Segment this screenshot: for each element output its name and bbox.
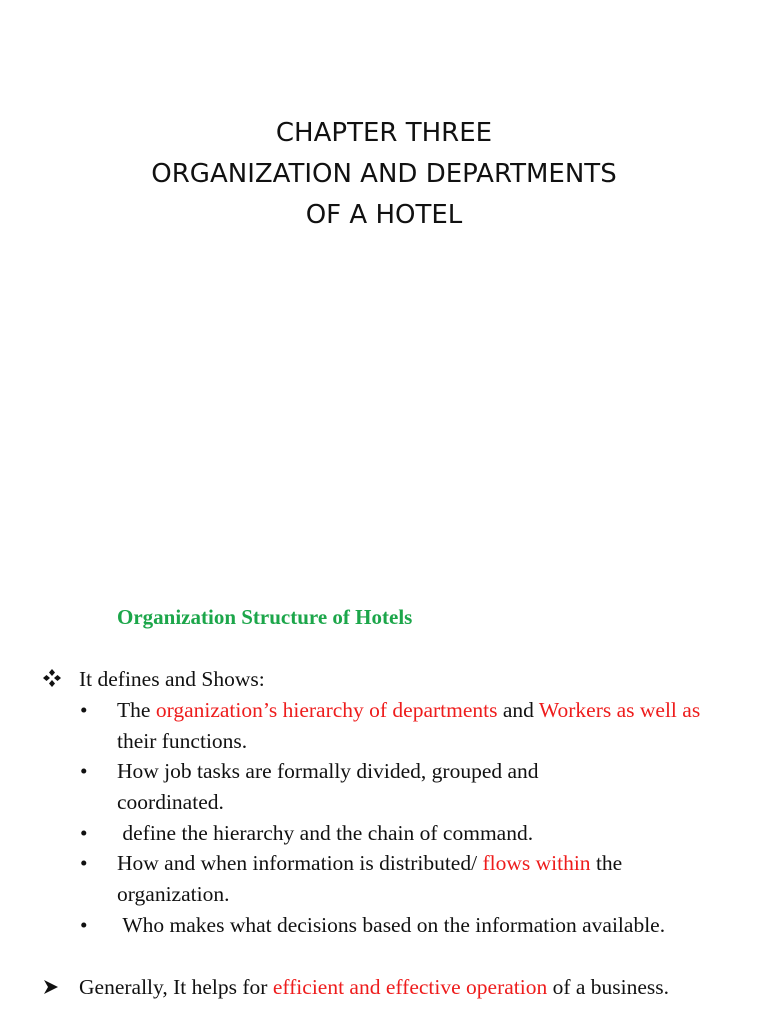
text-segment: How and when information is distributed/: [117, 851, 483, 875]
chapter-title-line-3: OF A HOTEL: [305, 200, 463, 230]
bullet-marker: •: [80, 821, 88, 845]
bullet-text: Who makes what decisions based on the information available.: [117, 913, 666, 937]
highlight-text: organization’s hierarchy of departments: [155, 698, 498, 722]
bullet-text: [117, 695, 722, 757]
text-segment: the organization.: [117, 851, 623, 906]
bullet-text: define the hierarchy and the chain of command.: [117, 821, 534, 845]
chapter-title-line-2: ORGANIZATION AND DEPARTMENTS: [151, 159, 617, 189]
text-segment: and: [497, 698, 539, 722]
arrow-bullet-icon: [42, 972, 72, 1003]
bullet-marker: •: [80, 851, 88, 875]
text-segment: The: [117, 698, 156, 722]
bullet-text: How job tasks are formally divided, grouped and coordinated.: [117, 759, 539, 814]
highlight-text: Workers as well as: [538, 698, 701, 722]
bullet-marker: •: [80, 698, 88, 722]
chapter-title-line-1: CHAPTER THREE: [275, 118, 493, 148]
bullet-text: [117, 848, 722, 910]
bullet-marker: •: [80, 913, 88, 937]
highlight-text: flows within: [482, 851, 591, 875]
highlight-text: efficient and effective operation: [272, 975, 548, 999]
text-segment: of a business.: [547, 975, 670, 999]
section-heading: Organization Structure of Hotels: [117, 605, 413, 629]
text-segment: their functions.: [117, 729, 248, 753]
diamond-bullet-icon: [42, 664, 72, 695]
bullet-marker: •: [80, 759, 88, 783]
chapter-title: [0, 113, 768, 236]
text-segment: Generally, It helps for: [79, 975, 273, 999]
intro-text: It defines and Shows:: [79, 667, 265, 691]
summary-text: [79, 972, 729, 1003]
